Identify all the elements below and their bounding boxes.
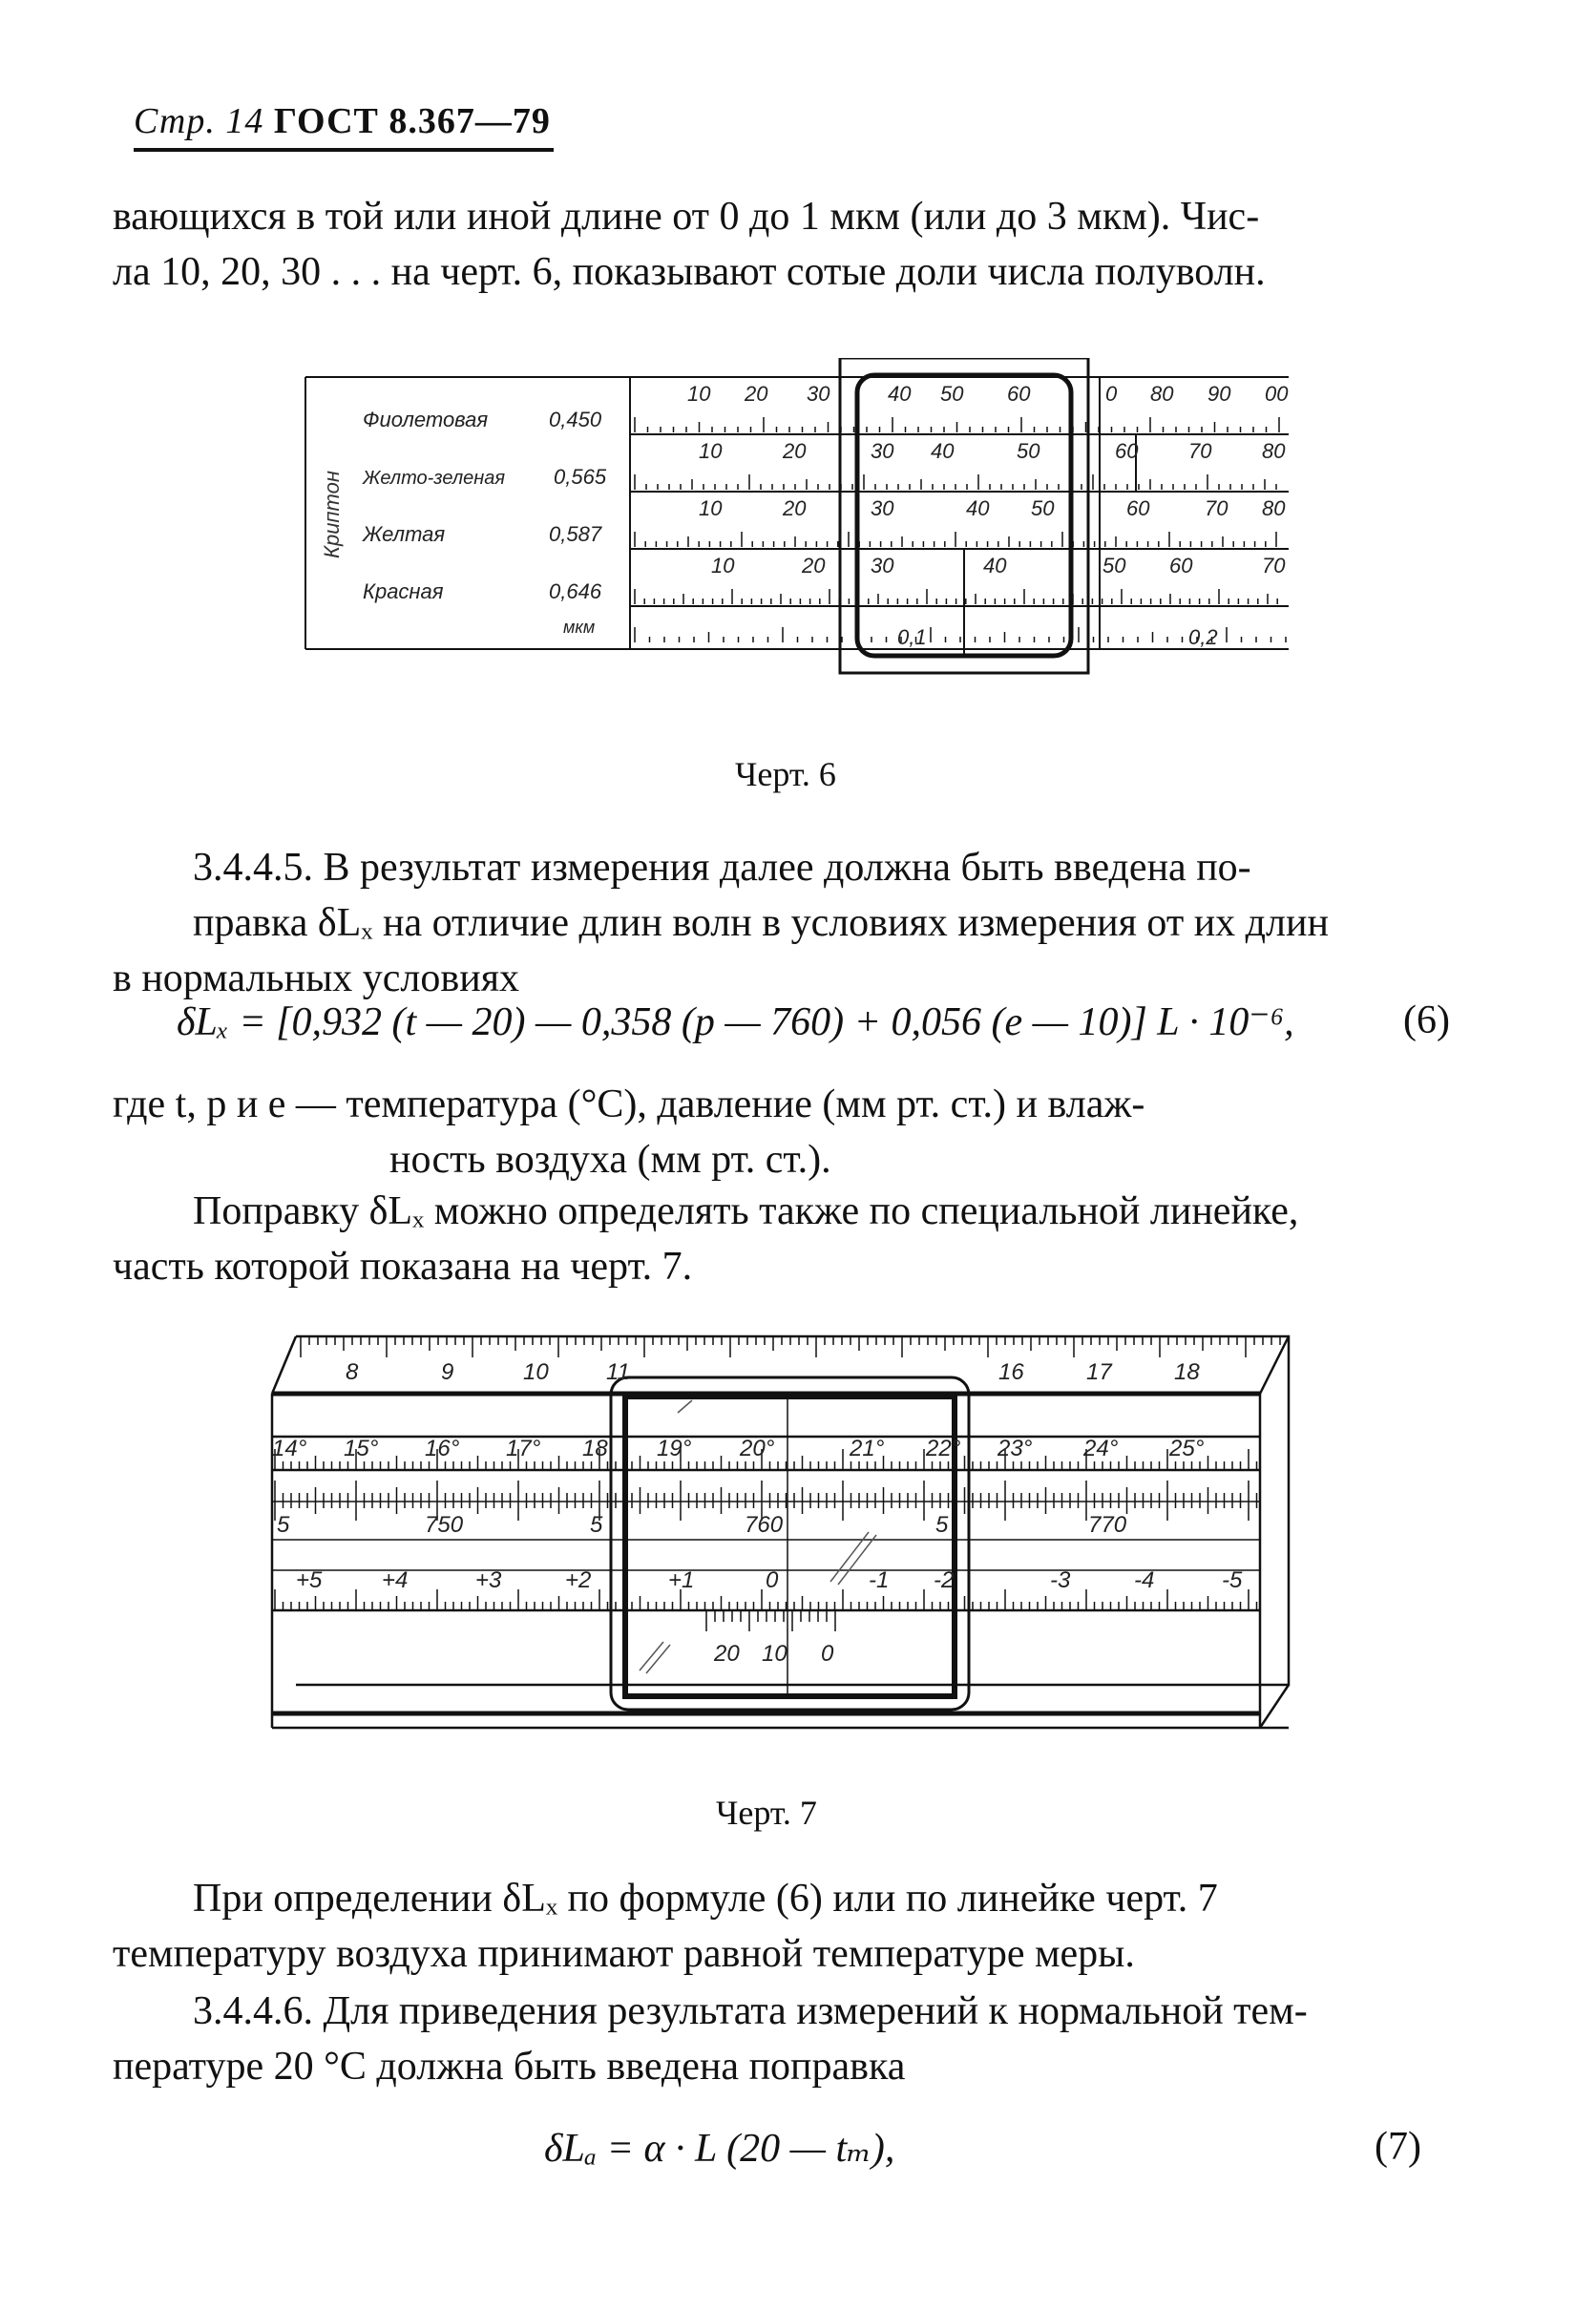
document-code: ГОСТ 8.367—79 xyxy=(273,101,551,141)
text-line: температуру воздуха принимают равной температуре меры. xyxy=(113,1932,1135,1976)
scale-number: 00 xyxy=(1265,382,1289,406)
scale-number: 90 xyxy=(1208,382,1231,406)
scale-number: 80 xyxy=(1150,382,1174,406)
humidity-label: +1 xyxy=(668,1567,695,1593)
humidity-label: -1 xyxy=(869,1567,890,1593)
humidity-label: 0 xyxy=(766,1567,779,1593)
top-scale-label: 16 xyxy=(998,1359,1024,1385)
page-label: Стр. 14 xyxy=(134,101,264,141)
scale-number: 50 xyxy=(1031,496,1055,520)
paragraph-4 xyxy=(113,1871,1463,1982)
pressure-label: 5 xyxy=(277,1512,290,1538)
text-line: где t, p и e — температура (°C), давление (мм рт. ст.) и влаж- xyxy=(113,1082,1145,1126)
humidity-label: +5 xyxy=(296,1567,323,1593)
temperature-label: 19° xyxy=(657,1436,692,1461)
row-value: 0,587 xyxy=(549,522,602,546)
humidity-label: +2 xyxy=(565,1567,592,1593)
scale-number: 80 xyxy=(1262,439,1286,463)
paragraph-2 xyxy=(113,840,1463,1006)
unit-label: мкм xyxy=(563,618,596,637)
vernier-label: 20 xyxy=(714,1641,740,1667)
scale-number: 60 xyxy=(1115,439,1139,463)
vertical-label: Криптон xyxy=(320,471,344,558)
scale-number: 20 xyxy=(745,382,768,406)
figure-6-caption: Черт. 6 xyxy=(735,755,836,793)
scale-number: 50 xyxy=(940,382,964,406)
row-value: 0,565 xyxy=(554,465,607,489)
row-name: Красная xyxy=(363,579,444,603)
top-scale-label: 9 xyxy=(441,1359,454,1385)
scale-number: 20 xyxy=(802,554,826,578)
scale-number: 70 xyxy=(1262,554,1286,578)
figure-6-table xyxy=(286,358,1298,683)
scale-number: 60 xyxy=(1126,496,1150,520)
row-name: Желто-зеленая xyxy=(363,468,506,489)
temperature-label: 18 xyxy=(582,1436,608,1461)
equation-number-7: (7) xyxy=(1375,2125,1421,2169)
scale-number: 0,2 xyxy=(1188,625,1218,649)
temperature-label: 25° xyxy=(1169,1436,1205,1461)
top-scale-label: 8 xyxy=(346,1359,359,1385)
scale-number: 60 xyxy=(1007,382,1031,406)
text-line: в нормальных условиях xyxy=(113,956,520,1000)
temperature-label: 21° xyxy=(850,1436,885,1461)
scale-number: 30 xyxy=(871,439,894,463)
scale-number: 20 xyxy=(783,496,807,520)
humidity-label: +4 xyxy=(382,1567,409,1593)
pressure-label: 5 xyxy=(590,1512,603,1538)
temperature-label: 20° xyxy=(740,1436,775,1461)
pressure-label: 5 xyxy=(935,1512,949,1538)
scale-number: 40 xyxy=(888,382,912,406)
text-line: правка δLₓ на отличие длин волн в условиях измерения от их длин xyxy=(193,901,1329,945)
scale-number: 10 xyxy=(711,554,735,578)
pressure-label: 770 xyxy=(1088,1512,1127,1538)
row-value: 0,646 xyxy=(549,579,602,603)
paragraph-3 xyxy=(113,1184,1463,1294)
text-line: Поправку δLₓ можно определять также по специальной линейке, xyxy=(193,1189,1299,1233)
row-value: 0,450 xyxy=(549,408,602,431)
top-scale-label: 18 xyxy=(1174,1359,1200,1385)
paragraph-5 xyxy=(113,1984,1463,2094)
text-line: 3.4.4.6. Для приведения результата измерений к нормальной тем- xyxy=(193,1989,1308,2033)
figure-7-caption: Черт. 7 xyxy=(716,1794,817,1832)
text-line: При определении δLₓ по формуле (6) или по линейке черт. 7 xyxy=(193,1877,1218,1921)
figure-7-ruler xyxy=(258,1332,1308,1742)
top-scale-label: 10 xyxy=(523,1359,549,1385)
temperature-label: 23° xyxy=(998,1436,1033,1461)
temperature-label: 22° xyxy=(926,1436,961,1461)
top-scale-label: 11 xyxy=(606,1359,630,1385)
scale-number: 30 xyxy=(871,496,894,520)
scale-number: 50 xyxy=(1102,554,1126,578)
scale-number: 30 xyxy=(807,382,830,406)
humidity-label: -2 xyxy=(934,1567,955,1593)
humidity-label: -5 xyxy=(1222,1567,1243,1593)
temperature-label: 15° xyxy=(344,1436,379,1461)
formula-6: δLₓ = [0,932 (t — 20) — 0,358 (p — 760) + 0,056 (e — 10)] L · 10⁻⁶, xyxy=(177,1000,1294,1044)
text-line: вающихся в той или иной длине от 0 до 1 мкм (или до 3 мкм). Чис- xyxy=(113,195,1260,239)
equation-number-6: (6) xyxy=(1403,998,1450,1042)
scale-number: 40 xyxy=(966,496,990,520)
text-line: 3.4.4.5. В результат измерения далее должна быть введена по- xyxy=(193,846,1251,890)
vernier-label: 10 xyxy=(762,1641,788,1667)
humidity-label: -3 xyxy=(1050,1567,1071,1593)
row-name: Фиолетовая xyxy=(363,408,489,431)
scale-number: 50 xyxy=(1017,439,1040,463)
scale-number: 60 xyxy=(1169,554,1193,578)
scale-number: 0,1 xyxy=(897,625,927,649)
humidity-label: -4 xyxy=(1134,1567,1155,1593)
temperature-label: 24° xyxy=(1083,1436,1119,1461)
top-scale-label: 17 xyxy=(1086,1359,1112,1385)
where-clause xyxy=(113,1077,1463,1187)
scale-number: 30 xyxy=(871,554,894,578)
formula-7: δLₐ = α · L (20 — tₘ), xyxy=(544,2127,895,2171)
pressure-label: 750 xyxy=(425,1512,464,1538)
scale-number: 20 xyxy=(783,439,807,463)
text-line: ла 10, 20, 30 . . . на черт. 6, показывают сотые доли числа полуволн. xyxy=(113,250,1266,294)
scale-number: 10 xyxy=(687,382,711,406)
temperature-label: 17° xyxy=(506,1436,541,1461)
scale-number: 0 xyxy=(1105,382,1118,406)
humidity-label: +3 xyxy=(475,1567,502,1593)
pressure-label: 760 xyxy=(745,1512,784,1538)
scale-number: 40 xyxy=(931,439,955,463)
page-header xyxy=(134,100,551,142)
scale-number: 40 xyxy=(983,554,1007,578)
header-rule xyxy=(134,148,554,152)
scale-number: 80 xyxy=(1262,496,1286,520)
text-line: ность воздуха (мм рт. ст.). xyxy=(389,1138,831,1182)
paragraph-1 xyxy=(113,189,1463,300)
text-line: пературе 20 °С должна быть введена поправка xyxy=(113,2045,906,2089)
temperature-label: 14° xyxy=(272,1436,307,1461)
scale-number: 70 xyxy=(1205,496,1228,520)
vernier-label: 0 xyxy=(821,1641,834,1667)
scale-number: 70 xyxy=(1188,439,1212,463)
temperature-label: 16° xyxy=(425,1436,460,1461)
scale-number: 10 xyxy=(699,439,723,463)
text-line: часть которой показана на черт. 7. xyxy=(113,1245,693,1289)
row-name: Желтая xyxy=(363,522,446,546)
scale-number: 10 xyxy=(699,496,723,520)
